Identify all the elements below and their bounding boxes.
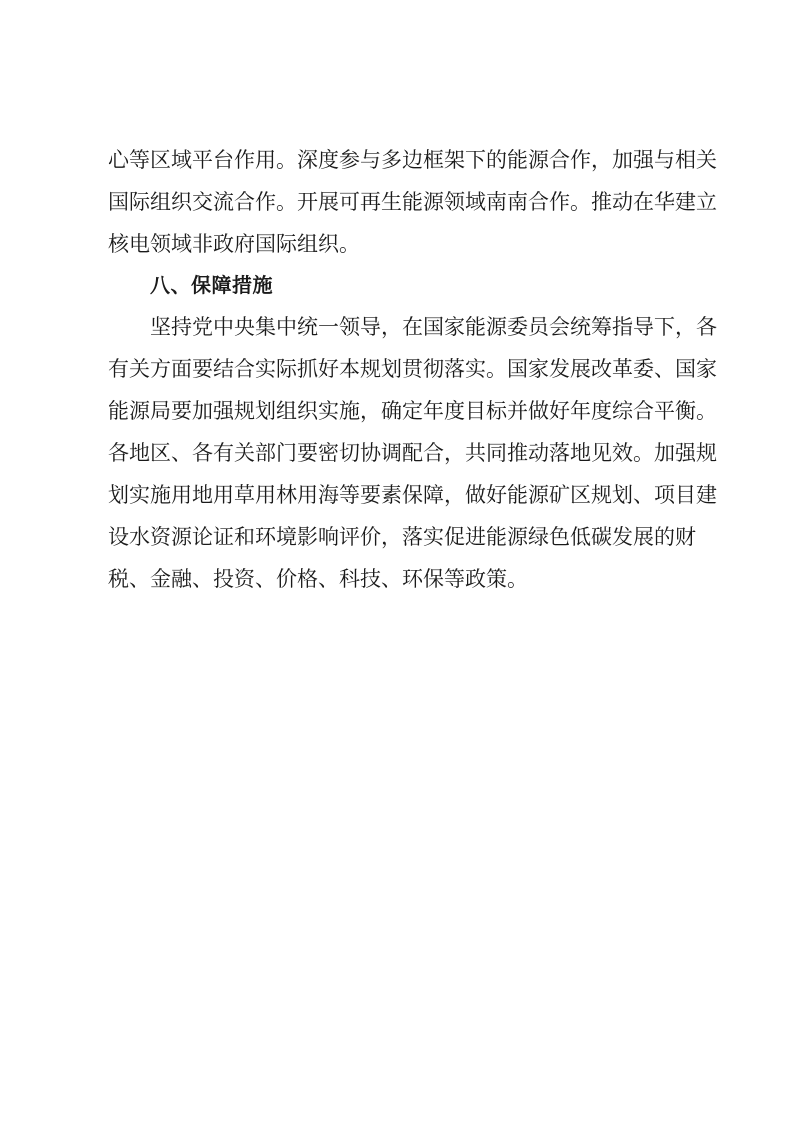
paragraph-line: 国际组织交流合作。开展可再生能源领域南南合作。推动在华建立 [108,190,717,214]
paragraph-line: 设水资源论证和环境影响评价，落实促进能源绿色低碳发展的财 [108,525,696,549]
paragraph-line: 划实施用地用草用林用海等要素保障，做好能源矿区规划、项目建 [108,483,717,507]
paragraph-line: 心等区域平台作用。深度参与多边框架下的能源合作，加强与相关 [108,148,717,172]
paragraph-line: 税、金融、投资、价格、科技、环保等政策。 [108,567,528,591]
paragraph-line: 有关方面要结合实际抓好本规划贯彻落实。国家发展改革委、国家 [108,357,717,381]
paragraph-line: 各地区、各有关部门要密切协调配合，共同推动落地见效。加强规 [108,441,717,465]
paragraph-line: 坚持党中央集中统一领导，在国家能源委员会统筹指导下，各 [150,315,717,339]
section-heading: 八、保障措施 [150,273,273,297]
paragraph-line: 核电领域非政府国际组织。 [108,232,360,256]
paragraph-line: 能源局要加强规划组织实施，确定年度目标并做好年度综合平衡。 [108,399,717,423]
